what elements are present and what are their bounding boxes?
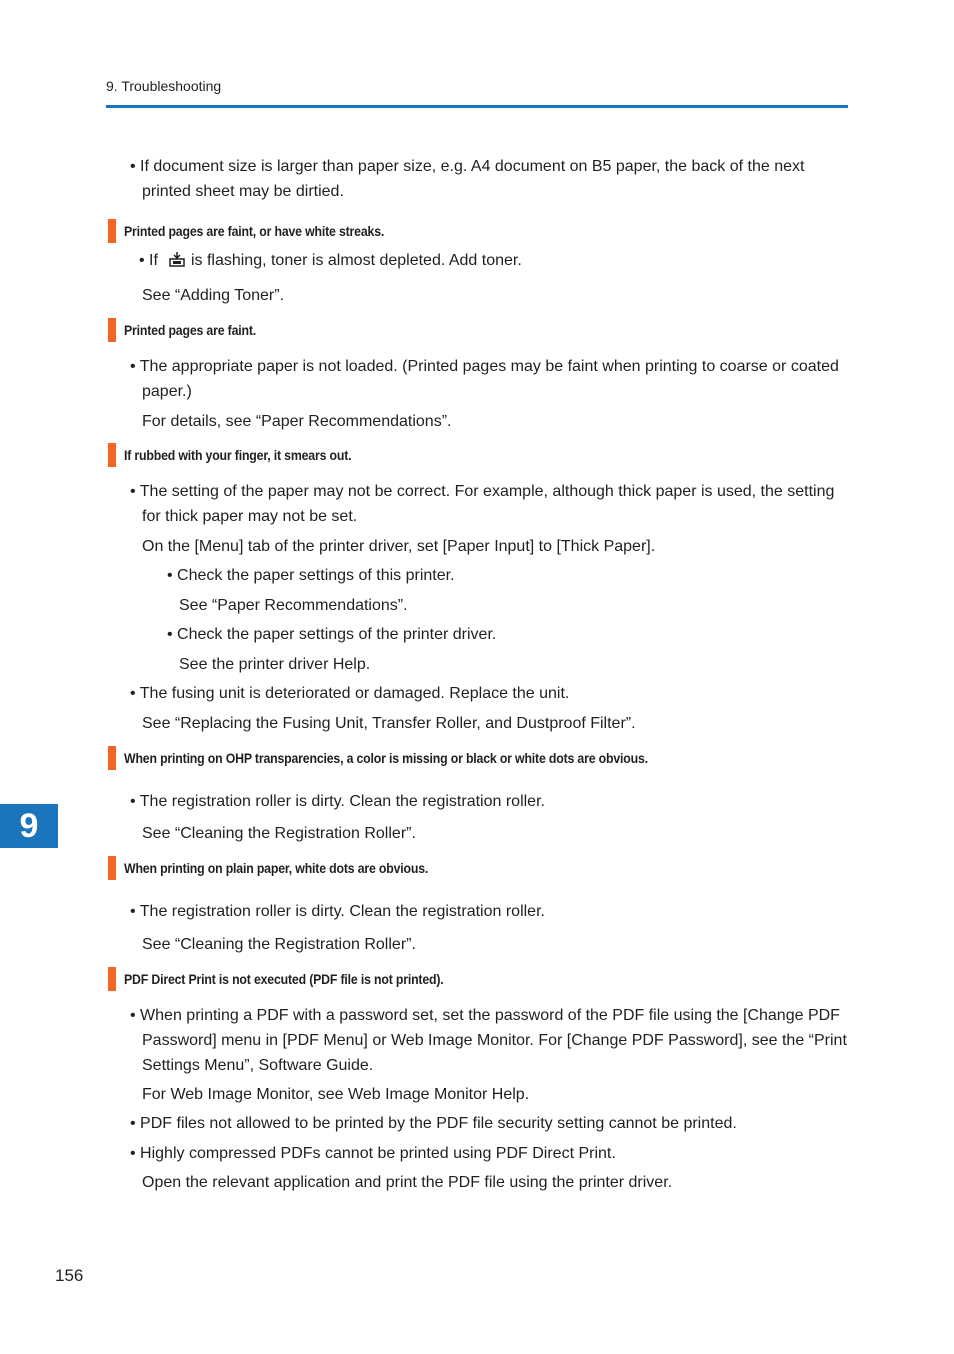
heading-text: Printed pages are faint.	[124, 322, 257, 338]
heading-bar	[108, 967, 116, 991]
section-heading-plain-paper	[108, 856, 470, 880]
pdf-password-bullet: • When printing a PDF with a password set, set the password of the PDF file using the [Change PDF Password] menu in [PDF Menu] or Web Image Monitor. For [Change PDF Password], see the “Print Settings Menu”, Software Guide.	[130, 1007, 847, 1074]
chapter-tab: 9	[0, 804, 58, 848]
heading-text: Printed pages are faint, or have white streaks.	[124, 223, 385, 239]
heading-text: When printing on OHP transparencies, a color is missing or black or white dots are obvious.	[124, 750, 648, 766]
bullet-text: The fusing unit is deteriorated or damaged. Replace the unit.	[139, 685, 570, 702]
fusing-unit-bullet: • The fusing unit is deteriorated or damaged. Replace the unit.	[130, 685, 570, 702]
bullet-text: The registration roller is dirty. Clean the registration roller.	[139, 793, 545, 810]
check-driver-settings-bullet: • Check the paper settings of the printer driver.	[167, 626, 497, 643]
print-via-driver-note: Open the relevant application and print the PDF file using the printer driver.	[142, 1174, 673, 1191]
toner-icon	[168, 250, 186, 268]
heading-bar	[108, 219, 116, 243]
registration-roller-bullet-2: • The registration roller is dirty. Clean the registration roller.	[130, 903, 545, 920]
running-header: 9. Troubleshooting	[106, 78, 222, 94]
see-adding-toner: See “Adding Toner”.	[142, 287, 285, 304]
heading-text: If rubbed with your finger, it smears out.	[124, 447, 352, 463]
heading-bar	[108, 318, 116, 342]
heading-bar	[108, 443, 116, 467]
see-paper-recommendations: For details, see “Paper Recommendations”.	[142, 413, 452, 430]
thick-paper-note: On the [Menu] tab of the printer driver, set [Paper Input] to [Thick Paper].	[142, 538, 656, 555]
bullet-text: The setting of the paper may not be correct. For example, although thick paper is used, the setting for thick paper may not be set.	[139, 483, 835, 525]
see-replacing-fusing-unit: See “Replacing the Fusing Unit, Transfer Roller, and Dustproof Filter”.	[142, 715, 636, 732]
bullet-text: Check the paper settings of this printer.	[177, 567, 455, 584]
heading-bar	[108, 746, 116, 770]
bullet-text: The appropriate paper is not loaded. (Printed pages may be faint when printing to coarse or coated paper.)	[139, 358, 839, 400]
intro-bullet-text: If document size is larger than paper size, e.g. A4 document on B5 paper, the back of the next printed sheet may be dirtied.	[140, 158, 805, 200]
web-image-monitor-note: For Web Image Monitor, see Web Image Monitor Help.	[142, 1086, 530, 1103]
bullet-text: When printing a PDF with a password set, set the password of the PDF file using the [Change PDF Password] menu in [PDF Menu] or Web Image Monitor. For [Change PDF Password], see the “Print Settings Menu”, Software Guide.	[140, 1007, 847, 1074]
section-heading-smears	[108, 443, 382, 467]
see-cleaning-roller: See “Cleaning the Registration Roller”.	[142, 825, 416, 842]
bullet-text: PDF files not allowed to be printed by the PDF file security setting cannot be printed.	[140, 1115, 737, 1132]
see-paper-recommendations-2: See “Paper Recommendations”.	[179, 597, 408, 614]
toner-bullet-pre: If	[149, 252, 158, 269]
heading-bar	[108, 856, 116, 880]
section-heading-faint	[108, 318, 274, 342]
compressed-pdf-bullet: • Highly compressed PDFs cannot be printed using PDF Direct Print.	[130, 1145, 616, 1162]
section-heading-pdf-direct-print	[108, 967, 487, 991]
registration-roller-bullet: • The registration roller is dirty. Clean the registration roller.	[130, 793, 545, 810]
bullet-text: Highly compressed PDFs cannot be printed using PDF Direct Print.	[140, 1145, 616, 1162]
heading-text: When printing on plain paper, white dots are obvious.	[124, 860, 429, 876]
section-heading-ohp	[108, 746, 719, 770]
header-rule	[106, 105, 848, 108]
toner-bullet-post: is flashing, toner is almost depleted. Add toner.	[190, 252, 522, 269]
section-heading-faint-streaks	[108, 219, 420, 243]
pdf-security-bullet: • PDF files not allowed to be printed by the PDF file security setting cannot be printed.	[130, 1115, 737, 1132]
paper-setting-bullet: • The setting of the paper may not be correct. For example, although thick paper is used, the setting for thick paper may not be set.	[130, 483, 835, 525]
see-driver-help: See the printer driver Help.	[179, 656, 371, 673]
check-printer-settings-bullet: • Check the paper settings of this printer.	[167, 567, 455, 584]
see-cleaning-roller-2: See “Cleaning the Registration Roller”.	[142, 936, 416, 953]
page-number: 156	[55, 1266, 84, 1285]
heading-text: PDF Direct Print is not executed (PDF file is not printed).	[124, 971, 444, 987]
bullet-text: Check the paper settings of the printer driver.	[177, 626, 497, 643]
toner-bullet: • If is flashing, toner is almost depleted. Add toner.	[139, 252, 522, 269]
bullet-text: The registration roller is dirty. Clean the registration roller.	[139, 903, 545, 920]
intro-bullet: • If document size is larger than paper size, e.g. A4 document on B5 paper, the back of the next printed sheet may be dirtied.	[130, 158, 805, 200]
paper-not-loaded-bullet: • The appropriate paper is not loaded. (Printed pages may be faint when printing to coarse or coated paper.)	[130, 358, 839, 400]
